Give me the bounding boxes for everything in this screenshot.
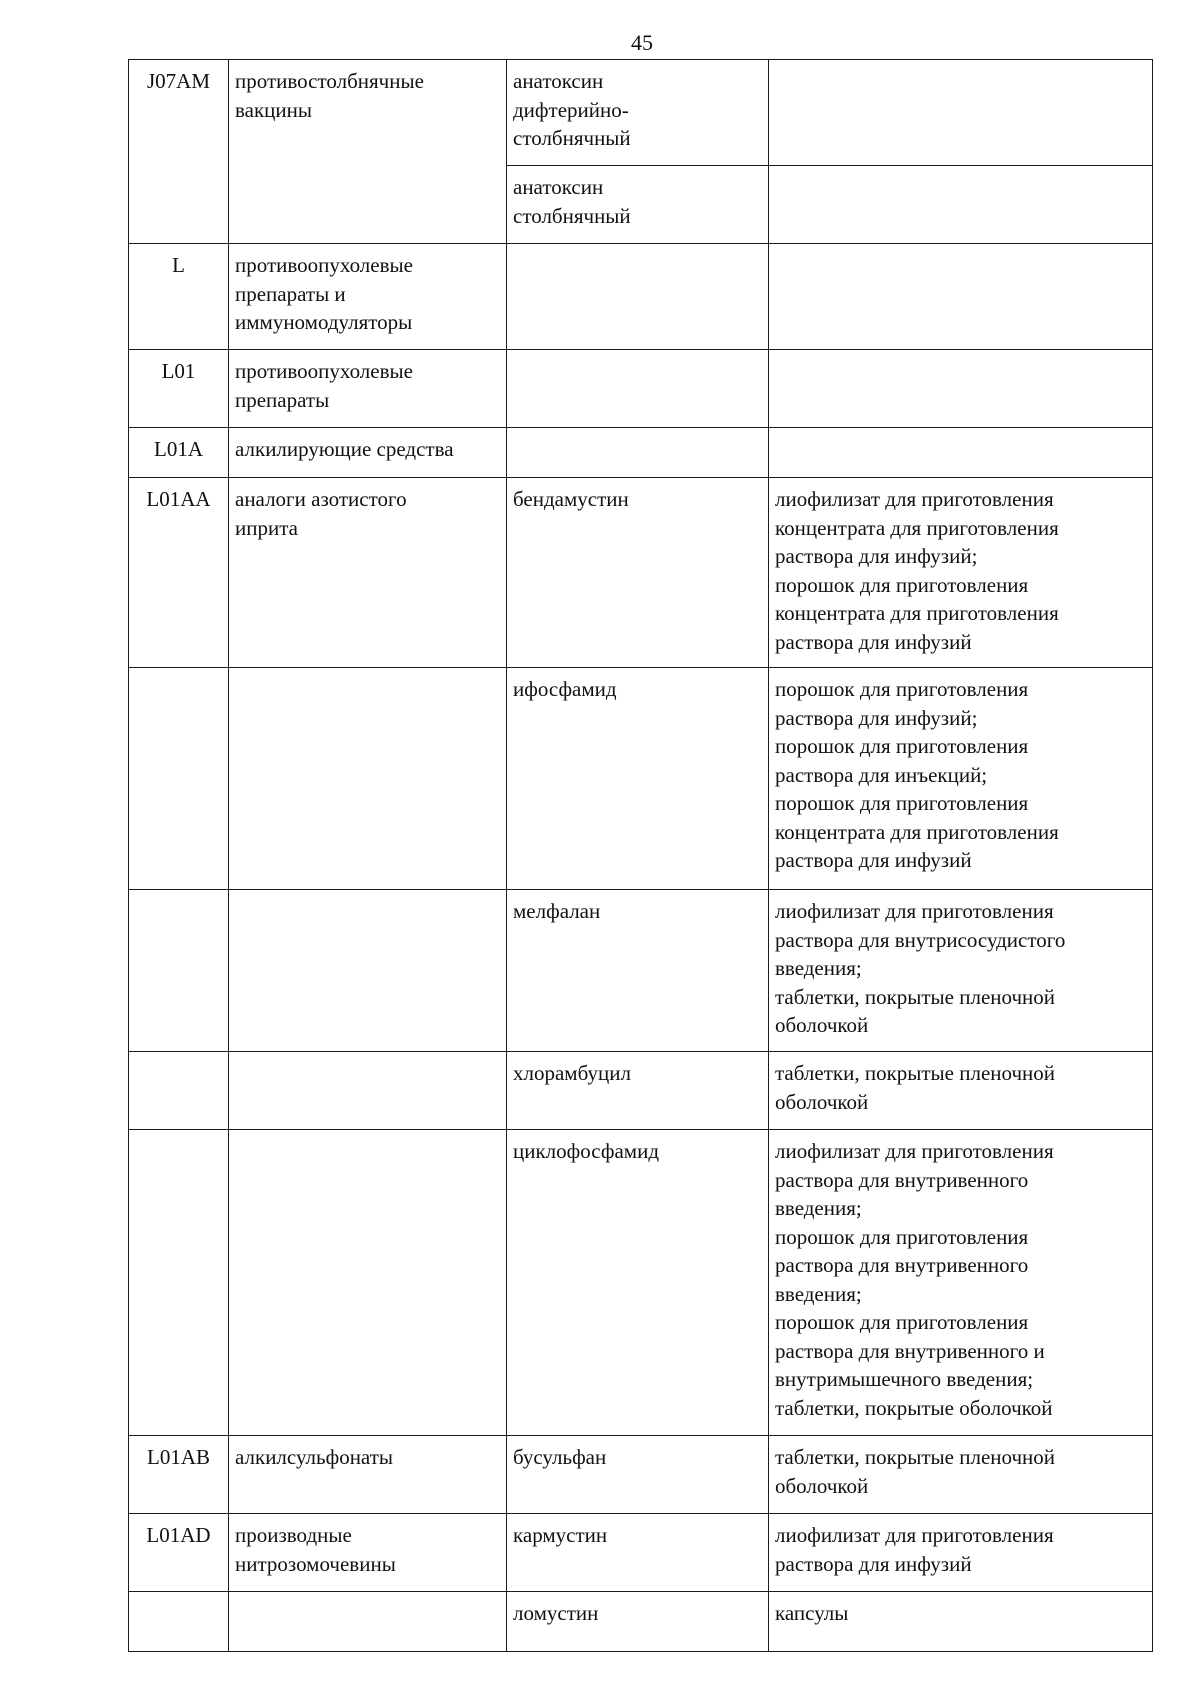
anatomical-group-cell (229, 428, 507, 478)
cell-text-line: таблетки, покрытые пленочной (775, 984, 1056, 1009)
table-row (129, 890, 1153, 1052)
cell-text-line: столбнячный (513, 203, 631, 228)
atc-code-cell (129, 1130, 229, 1436)
cell-text-line: ифосфамид (513, 677, 617, 701)
atc-code: L01A (154, 437, 203, 461)
atc-code: L01AB (147, 1445, 210, 1469)
anatomical-group-cell (229, 668, 507, 890)
table-row (129, 1052, 1153, 1130)
cell-text-line: хлорамбуцил (513, 1061, 631, 1085)
table-row (129, 1592, 1153, 1652)
cell-text-line: раствора для инфузий (775, 1551, 972, 1576)
atc-code: L (172, 253, 185, 277)
page-number: 45 (631, 30, 653, 55)
cell-text-line: порошок для приготовления (775, 677, 1029, 701)
cell-text-line: противостолбнячные (235, 69, 424, 93)
atc-code: L01AA (146, 487, 211, 511)
dosage-forms-cell (769, 428, 1153, 478)
cell-text-line: лиофилизат для приготовления (775, 487, 1054, 511)
atc-code-cell (129, 1514, 229, 1592)
cell-text-line: кармустин (513, 1523, 608, 1547)
cell-text-line: внутримышечного введения; (775, 1367, 1034, 1391)
cell-text-line: концентрата для приготовления (775, 601, 1059, 625)
atc-code-cell (129, 428, 229, 478)
atc-code-cell (129, 1592, 229, 1652)
cell-text-line: концентрата для приготовления (775, 819, 1059, 844)
anatomical-group-cell (229, 1514, 507, 1592)
dosage-forms-cell (769, 1052, 1153, 1130)
cell-text-line: оболочкой (775, 1473, 869, 1498)
cell-text-line: таблетки, покрытые пленочной (775, 1445, 1056, 1469)
dosage-forms-cell (769, 1130, 1153, 1436)
drug-name-cell (507, 1052, 769, 1130)
cell-text-line: оболочкой (775, 1013, 869, 1037)
drug-name-cell (507, 890, 769, 1052)
cell-text-line: лиофилизат для приготовления (775, 1139, 1054, 1163)
table-row (129, 1514, 1153, 1592)
drug-name-cell (507, 428, 769, 478)
cell-text-line: вакцины (235, 97, 312, 122)
cell-text-line: бусульфан (513, 1445, 607, 1469)
table-row (129, 350, 1153, 428)
anatomical-group-cell (229, 1436, 507, 1514)
cell-text-line: порошок для приготовления (775, 734, 1029, 758)
cell-text-line: противоопухолевые (235, 359, 413, 383)
anatomical-group-cell (229, 1052, 507, 1130)
cell-text-line: алкилсульфонаты (235, 1445, 393, 1469)
dosage-forms-cell (769, 1436, 1153, 1514)
cell-text-line: анатоксин (513, 69, 604, 93)
cell-text-line: капсулы (775, 1601, 849, 1625)
cell-text-line: нитрозомочевины (235, 1551, 396, 1576)
cell-text-line: анатоксин (513, 175, 604, 199)
atc-code: L01AD (146, 1523, 211, 1547)
anatomical-group-cell (229, 1130, 507, 1436)
atc-code-cell (129, 1436, 229, 1514)
table-row (129, 478, 1153, 668)
cell-text-line: раствора для внутривенного и (775, 1338, 1045, 1363)
cell-text-line: таблетки, покрытые пленочной (775, 1061, 1056, 1085)
cell-text-line: алкилирующие средства (235, 437, 454, 461)
dosage-forms-cell (769, 350, 1153, 428)
dosage-forms-cell (769, 890, 1153, 1052)
cell-text-line: ломустин (513, 1601, 599, 1625)
table-row (129, 668, 1153, 890)
cell-text-line: раствора для внутривенного (775, 1167, 1029, 1192)
cell-text-line: концентрата для приготовления (775, 515, 1059, 540)
cell-text-line: столбнячный (513, 126, 631, 150)
dosage-forms-cell (769, 60, 1153, 166)
drug-name-cell (507, 60, 769, 166)
cell-text-line: раствора для внутрисосудистого (775, 927, 1066, 952)
cell-text-line: порошок для приготовления (775, 1310, 1029, 1334)
atc-code-cell (129, 478, 229, 668)
cell-text-line: мелфалан (513, 899, 601, 923)
anatomical-group-cell (229, 244, 507, 350)
dosage-forms-cell (769, 166, 1153, 244)
atc-code: J07AM (146, 69, 210, 93)
table-row (129, 1436, 1153, 1514)
anatomical-group-cell (229, 890, 507, 1052)
atc-code: L01 (161, 359, 196, 383)
cell-text-line: раствора для инъекций; (775, 762, 988, 787)
cell-text-line: аналоги азотистого (235, 487, 407, 511)
dosage-forms-cell (769, 668, 1153, 890)
atc-code-cell (129, 60, 229, 244)
drug-name-cell (507, 1514, 769, 1592)
cell-text-line: раствора для внутривенного (775, 1253, 1029, 1277)
cell-text-line: препараты и (235, 281, 346, 306)
cell-text-line: таблетки, покрытые оболочкой (775, 1395, 1053, 1420)
table-row (129, 60, 1153, 166)
anatomical-group-cell (229, 1592, 507, 1652)
cell-text-line: иммуномодуляторы (235, 310, 413, 334)
drug-name-cell (507, 1130, 769, 1436)
atc-code-cell (129, 350, 229, 428)
anatomical-group-cell (229, 350, 507, 428)
dosage-forms-cell (769, 1514, 1153, 1592)
table-row (129, 244, 1153, 350)
cell-text-line: введения; (775, 956, 862, 980)
atc-code-cell (129, 1052, 229, 1130)
cell-text-line: лиофилизат для приготовления (775, 899, 1054, 923)
cell-text-line: раствора для инфузий (775, 848, 972, 872)
drug-name-cell (507, 668, 769, 890)
table-row (129, 428, 1153, 478)
cell-text-line: введения; (775, 1281, 862, 1306)
drug-name-cell (507, 166, 769, 244)
cell-text-line: препараты (235, 387, 330, 412)
drug-name-cell (507, 350, 769, 428)
atc-code-cell (129, 244, 229, 350)
dosage-forms-cell (769, 1592, 1153, 1652)
cell-text-line: лиофилизат для приготовления (775, 1523, 1054, 1547)
cell-text-line: порошок для приготовления (775, 572, 1029, 597)
drug-name-cell (507, 1592, 769, 1652)
atc-code-cell (129, 890, 229, 1052)
dosage-forms-cell (769, 478, 1153, 668)
drug-name-cell (507, 478, 769, 668)
cell-text-line: производные (235, 1523, 352, 1547)
atc-code-cell (129, 668, 229, 890)
cell-text-line: раствора для инфузий; (775, 544, 978, 568)
cell-text-line: иприта (235, 515, 298, 540)
cell-text-line: порошок для приготовления (775, 791, 1029, 815)
cell-text-line: введения; (775, 1196, 862, 1220)
table-row (129, 1130, 1153, 1436)
cell-text-line: раствора для инфузий (775, 629, 972, 654)
cell-text-line: бендамустин (513, 487, 629, 511)
drug-name-cell (507, 244, 769, 350)
anatomical-group-cell (229, 60, 507, 244)
anatomical-group-cell (229, 478, 507, 668)
cell-text-line: противоопухолевые (235, 253, 413, 277)
cell-text-line: раствора для инфузий; (775, 705, 978, 730)
cell-text-line: циклофосфамид (513, 1139, 660, 1163)
dosage-forms-cell (769, 244, 1153, 350)
cell-text-line: оболочкой (775, 1089, 869, 1114)
drug-name-cell (507, 1436, 769, 1514)
cell-text-line: порошок для приготовления (775, 1224, 1029, 1249)
cell-text-line: дифтерийно- (513, 97, 629, 122)
drug-table (128, 59, 1153, 1652)
